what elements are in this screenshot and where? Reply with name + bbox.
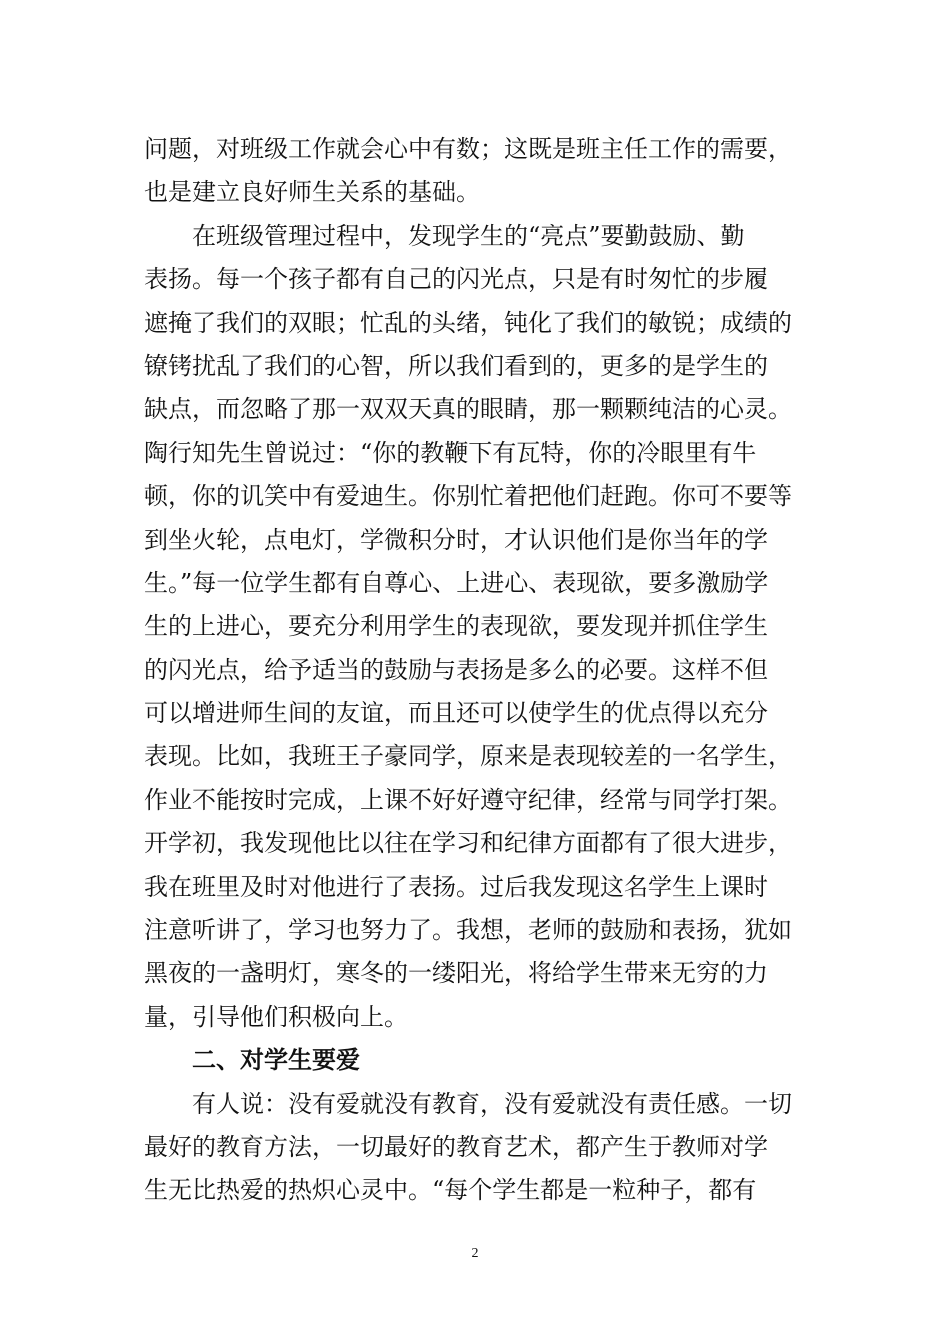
text-line: 生的上进心，要充分利用学生的表现欲，要发现并抓住学生 — [144, 612, 768, 641]
text-line: 顿，你的讥笑中有爱迪生。你别忙着把他们赶跑。你可不要等 — [144, 482, 792, 511]
text-line: 可以增进师生间的友谊，而且还可以使学生的优点得以充分 — [144, 699, 768, 728]
text-line: 缺点，而忽略了那一双双天真的眼睛，那一颗颗纯洁的心灵。 — [144, 395, 792, 424]
text-line: 到坐火轮，点电灯，学微积分时，才认识他们是你当年的学 — [144, 525, 768, 554]
text-line: 最好的教育方法，一切最好的教育艺术，都产生于教师对学 — [144, 1132, 768, 1161]
text-line: 作业不能按时完成，上课不好好遵守纪律，经常与同学打架。 — [144, 785, 792, 814]
text-line: 表现。比如，我班王子豪同学，原来是表现较差的一名学生， — [144, 742, 792, 771]
text-line: 开学初，我发现他比以往在学习和纪律方面都有了很大进步， — [144, 829, 792, 858]
text-line: 的闪光点，给予适当的鼓励与表扬是多么的必要。这样不但 — [144, 655, 768, 684]
text-line: 生无比热爱的热炽心灵中。“每个学生都是一粒种子，都有 — [144, 1176, 757, 1205]
text-line: 表扬。每一个孩子都有自己的闪光点，只是有时匆忙的步履 — [144, 265, 768, 294]
paragraph-start-line: 有人说：没有爱就没有教育，没有爱就没有责任感。一切 — [192, 1089, 792, 1118]
text-line: 注意听讲了，学习也努力了。我想，老师的鼓励和表扬，犹如 — [144, 916, 792, 945]
text-line: 我在班里及时对他进行了表扬。过后我发现这名学生上课时 — [144, 872, 768, 901]
page-number: 2 — [471, 1246, 479, 1261]
text-line: 镣铐扰乱了我们的心智，所以我们看到的，更多的是学生的 — [144, 351, 768, 380]
body-text — [144, 128, 824, 1213]
paragraph-start-line: 在班级管理过程中，发现学生的“亮点”要勤鼓励、勤 — [192, 221, 745, 250]
text-line: 问题，对班级工作就会心中有数；这既是班主任工作的需要， — [144, 135, 792, 163]
text-line: 量，引导他们积极向上。 — [144, 1002, 408, 1031]
section-heading: 二、对学生要爱 — [192, 1046, 360, 1075]
text-line: 陶行知先生曾说过：“你的教鞭下有瓦特，你的冷眼里有牛 — [144, 438, 757, 467]
text-line: 生。”每一位学生都有自尊心、上进心、表现欲，要多激励学 — [144, 568, 769, 597]
text-line: 也是建立良好师生关系的基础。 — [144, 178, 480, 207]
text-line: 遮掩了我们的双眼；忙乱的头绪，钝化了我们的敏锐；成绩的 — [144, 308, 792, 337]
text-line: 黑夜的一盏明灯，寒冬的一缕阳光，将给学生带来无穷的力 — [144, 959, 768, 988]
